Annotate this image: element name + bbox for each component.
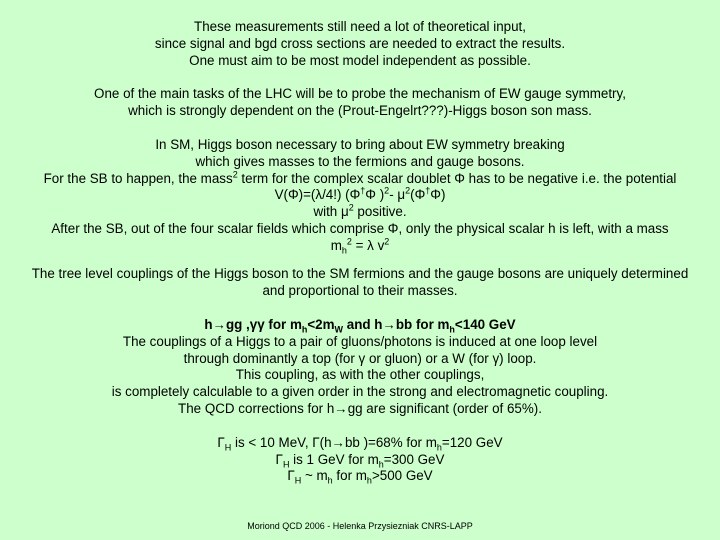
width-line: $\Gamma_H$ is 1 GeV for $m_h=300$ GeV <box>275 451 445 470</box>
text-line: and proportional to their masses. <box>262 282 458 298</box>
text-line: These measurements still need a lot of theoretical input, <box>194 19 526 34</box>
sm-higgs-paragraph <box>0 137 720 255</box>
text-line: since signal and bgd cross sections are needed to extract the results. <box>154 35 566 51</box>
text-line: The tree level couplings of the Higgs boson to the SM fermions and the gauge bosons are uniquely determined <box>31 266 689 281</box>
footer-credit: Moriond QCD 2006 - Helenka Przysiezniak CNRS-LAPP <box>247 521 473 531</box>
text-line: In SM, Higgs boson necessary to bring about EW symmetry breaking <box>155 137 565 152</box>
text-line: This coupling, as with the other couplings, <box>235 367 485 383</box>
text-line: The couplings of a Higgs to a pair of gluons/photons is induced at one loop level <box>122 333 598 349</box>
text-line: The QCD corrections for h→gg are significant (order of 65%). <box>178 400 542 416</box>
mass-formula: $m_h^2 = \lambda$ $v^2$ <box>330 236 390 256</box>
text-line: which gives masses to the fermions and gauge bosons. <box>195 153 525 169</box>
text-line: which is strongly dependent on the (Prout-Engelrt???)-Higgs boson son mass. <box>128 102 592 118</box>
text-line: with $\mu^2$ positive. <box>313 202 407 220</box>
loop-coupling-paragraph <box>0 317 720 418</box>
potential-formula: V(Φ)=(λ/4!) (Φ†Φ )$^2$- $\mu^2(\Phi^\dagger\Phi)$ <box>274 185 446 203</box>
width-line: $\Gamma_H$ ~ $m_h$ for $m_h>500$ GeV <box>287 468 433 486</box>
couplings-paragraph <box>0 266 720 300</box>
width-paragraph <box>0 435 720 485</box>
width-line: $\Gamma_H$ is < 10 MeV, Γ(h→bb )=68% for $m_h=120$ GeV <box>217 435 503 453</box>
decay-heading: h→gg ,γγ for $m_h<2m_W$ and h→bb for $m_h<140$ GeV <box>204 317 516 335</box>
lhc-task-paragraph <box>0 86 720 120</box>
text-line: One must aim to be most model independent as possible. <box>189 52 531 68</box>
text-line: After the SB, out of the four scalar fields which comprise Φ, only the physical scalar h is left, with a mass <box>51 220 669 236</box>
text-line: through dominantly a top (for γ or gluon) or a W (for γ) loop. <box>183 350 537 366</box>
text-line: For the SB to happen, the mass$^2$ term for the complex scalar doublet Φ has to be negative i.e. the potential <box>43 169 677 186</box>
text-line: One of the main tasks of the LHC will be to probe the mechanism of EW gauge symmetry, <box>94 86 626 101</box>
text-line: is completely calculable to a given order in the strong and electromagnetic coupling. <box>111 384 609 400</box>
intro-paragraph <box>0 19 720 69</box>
